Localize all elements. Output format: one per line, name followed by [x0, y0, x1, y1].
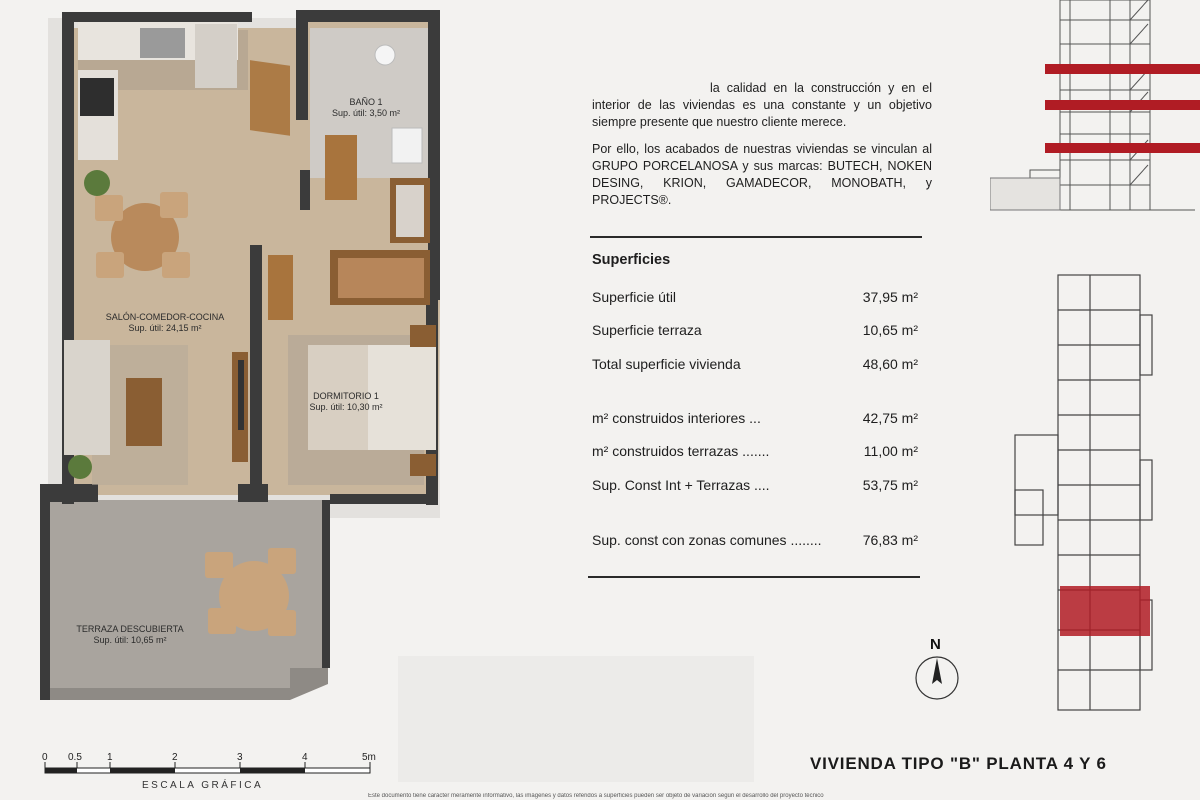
scale-caption: ESCALA GRÁFICA: [142, 780, 264, 791]
surface-value: 42,75 m²: [862, 410, 918, 426]
room-name: TERRAZA DESCUBIERTA: [76, 624, 184, 634]
floor-plan: [0, 0, 560, 720]
surface-label: Sup. Const Int + Terrazas ....: [592, 477, 770, 493]
room-label-terraza: [70, 624, 190, 646]
floor-plan-drawing: [0, 0, 560, 720]
surface-value: 10,65 m²: [862, 322, 918, 338]
room-name: BAÑO 1: [349, 97, 383, 107]
surface-row: [592, 410, 922, 430]
surface-label: Total superficie vivienda: [592, 356, 741, 372]
surface-value: 76,83 m²: [862, 532, 918, 548]
north-label: N: [930, 636, 941, 653]
scale-tick-label: 5m: [362, 752, 376, 763]
surface-value: 37,95 m²: [862, 289, 918, 305]
surfaces-title: Superficies: [592, 252, 671, 268]
room-area: Sup. útil: 3,50 m²: [331, 107, 401, 118]
surface-value: 53,75 m²: [862, 477, 918, 493]
room-area: Sup. útil: 24,15 m²: [128, 322, 202, 333]
divider-top: [590, 236, 922, 238]
highlight-floor-4: [1045, 64, 1200, 74]
highlight-unit: [1060, 586, 1150, 636]
intro-paragraph-1: la calidad en la construcción y en el interior de las viviendas es una constante y un objetivo siempre presente que nuestro cliente merece.: [592, 81, 932, 129]
room-name: SALÓN-COMEDOR-COCINA: [105, 312, 225, 322]
room-label-salon: [90, 312, 240, 334]
room-name: DORMITORIO 1: [313, 391, 379, 401]
sheet-title: VIVIENDA TIPO "B" PLANTA 4 Y 6: [810, 754, 1107, 773]
scale-tick-label: 2: [172, 752, 178, 763]
scale-tick-label: 0.5: [68, 752, 82, 763]
coffee-table: [126, 378, 162, 446]
intro-text: [592, 80, 932, 219]
divider-bottom: [588, 576, 920, 578]
surface-row: [592, 443, 922, 463]
highlight-floor-6: [1045, 143, 1200, 153]
key-plan-drawing: [1010, 270, 1160, 715]
room-area: Sup. útil: 10,30 m²: [309, 401, 383, 412]
building-section-drawing: [990, 0, 1200, 215]
scale-bar: [40, 752, 380, 782]
sofa: [64, 340, 110, 455]
surface-row: [592, 289, 922, 309]
surface-label: Superficie terraza: [592, 322, 702, 338]
scale-tick-label: 3: [237, 752, 243, 763]
surface-value: 11,00 m²: [863, 443, 918, 459]
scale-tick-label: 1: [107, 752, 113, 763]
north-arrow-icon: [913, 654, 961, 702]
highlight-floor-5: [1045, 100, 1200, 110]
scale-tick-label: 0: [42, 752, 48, 763]
intro-paragraph-2: Por ello, los acabados de nuestras viviendas se vinculan al GRUPO PORCELANOSA y sus marcas: BUTECH, NOKEN DESING, KRION, GAMADECOR, MONOBATH, y PROJECTS®.: [592, 142, 932, 207]
room-label-dormitorio: [306, 391, 386, 413]
surface-row: [592, 322, 922, 342]
cooktop: [80, 78, 114, 116]
scale-bar-graphic: [40, 762, 380, 782]
room-label-bano: [316, 97, 416, 119]
scale-tick-label: 4: [302, 752, 308, 763]
blank-panel: [398, 656, 754, 782]
surface-row: [592, 356, 922, 376]
room-area: Sup. útil: 10,65 m²: [93, 634, 167, 645]
surface-label: Superficie útil: [592, 289, 677, 305]
surface-label: m² construidos interiores ...: [592, 410, 761, 426]
surface-label: m² construidos terrazas .......: [592, 443, 770, 459]
disclaimer-text: Este documento tiene carácter meramente informativo, las imágenes y datos referidos a superficies pueden ser objeto de variación según el desarrollo del proyecto técnico: [368, 793, 824, 799]
building-section: [990, 0, 1200, 215]
surface-row: [592, 532, 922, 552]
surface-label: Sup. const con zonas comunes ........: [592, 532, 822, 548]
surface-row: [592, 477, 922, 497]
surface-value: 48,60 m²: [862, 356, 918, 372]
key-plan: [1010, 270, 1160, 715]
